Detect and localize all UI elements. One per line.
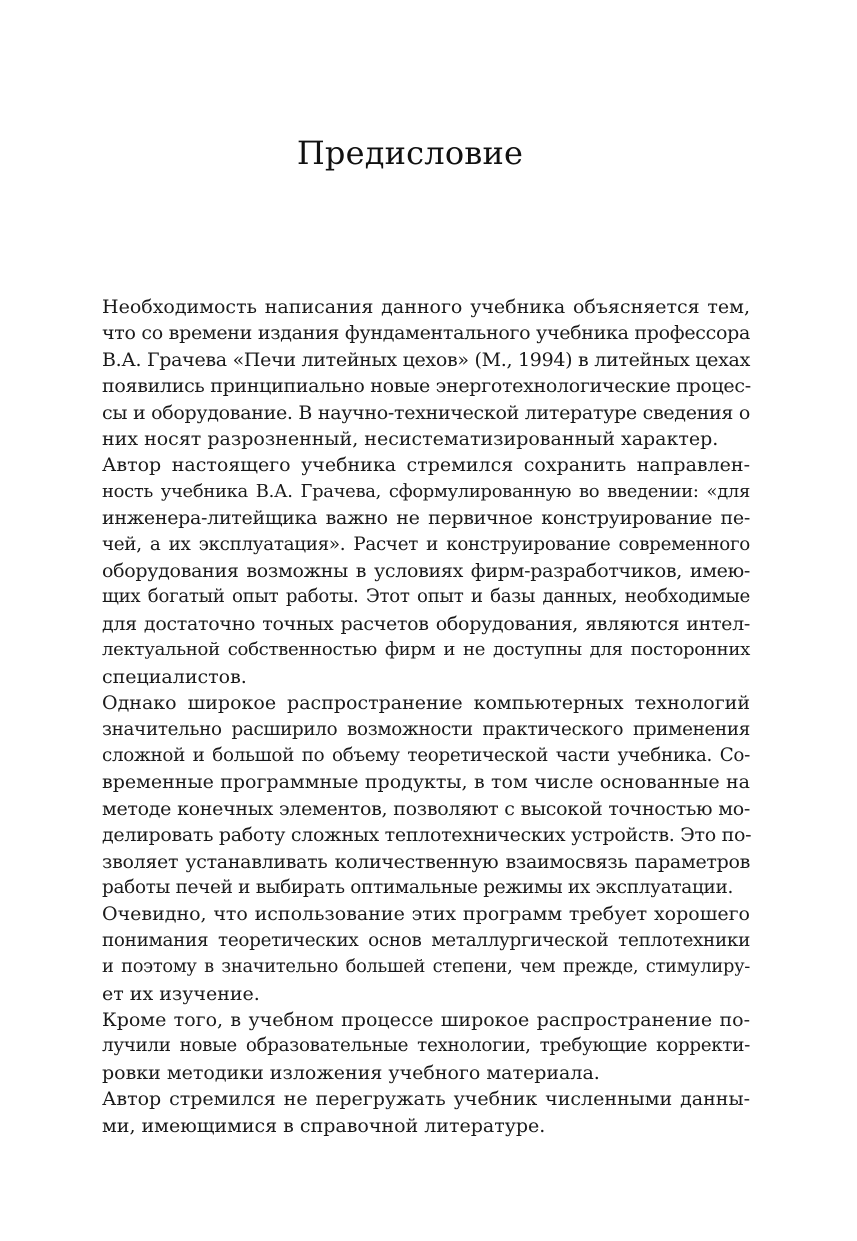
text-line: Кроме того, в учебном процессе широкое распространение по- bbox=[102, 1008, 750, 1031]
paragraph bbox=[72, 452, 750, 690]
preface-body bbox=[72, 294, 750, 1139]
text-line: ровки методики изложения учебного материала. bbox=[102, 1061, 600, 1084]
paragraph bbox=[72, 294, 750, 452]
text-line: Автор настоящего учебника стремился сохранить направлен- bbox=[102, 454, 750, 477]
text-line: что со времени издания фундаментального учебника профессора bbox=[102, 322, 750, 345]
text-line: лектуальной собственностью фирм и не доступны для посторонних bbox=[102, 639, 750, 661]
text-line: специалистов. bbox=[102, 665, 247, 688]
text-line: них носят разрозненный, несистематизированный характер. bbox=[102, 428, 719, 451]
text-line: и поэтому в значительно большей степени, чем прежде, стимулиру- bbox=[102, 956, 750, 978]
text-line: В.А. Грачева «Печи литейных цехов» (М., 1994) в литейных цехах bbox=[102, 348, 750, 371]
paragraph bbox=[72, 901, 750, 1007]
text-line: для достаточно точных расчетов оборудования, являются интел- bbox=[102, 612, 750, 635]
text-line: понимания теоретических основ металлургической теплотехники bbox=[102, 929, 750, 951]
text-line: появились принципиально новые энерготехнологические процес- bbox=[102, 375, 751, 398]
paragraph bbox=[72, 1086, 750, 1139]
text-line: чей, а их эксплуатация». Расчет и конструирование современного bbox=[102, 533, 750, 555]
text-line: зволяет устанавливать количественную взаимосвязь параметров bbox=[102, 850, 750, 873]
text-line: лучили новые образовательные технологии, требующие корректи- bbox=[102, 1035, 750, 1057]
text-line: значительно расширило возможности практического применения bbox=[102, 718, 750, 740]
text-line: методе конечных элементов, позволяют с высокой точностью мо- bbox=[102, 797, 750, 820]
text-line: работы печей и выбирать оптимальные режимы их эксплуатации. bbox=[102, 876, 734, 898]
text-line: щих богатый опыт работы. Этот опыт и базы данных, необходимые bbox=[102, 586, 750, 608]
text-line: ность учебника В.А. Грачева, сформулированную во введении: «для bbox=[102, 480, 750, 502]
text-line: Однако широкое распространение компьютерных технологий bbox=[102, 692, 750, 715]
paragraph bbox=[72, 1007, 750, 1086]
page-title: Предисловие bbox=[296, 134, 524, 172]
text-line: сложной и большой по объему теоретической части учебника. Со- bbox=[102, 744, 750, 766]
text-line: ет их изучение. bbox=[102, 982, 260, 1005]
text-line: ми, имеющимися в справочной литературе. bbox=[102, 1114, 546, 1137]
text-line: делировать работу сложных теплотехнических устройств. Это по- bbox=[102, 824, 752, 847]
text-line: временные программные продукты, в том числе основанные на bbox=[102, 771, 750, 794]
text-line: Очевидно, что использование этих программ требует хорошего bbox=[102, 903, 750, 926]
paragraph bbox=[72, 690, 750, 901]
text-line: Автор стремился не перегружать учебник численными данны- bbox=[102, 1088, 750, 1111]
text-line: оборудования возможны в условиях фирм-разработчиков, имею- bbox=[102, 560, 750, 583]
text-line: сы и оборудование. В научно-технической литературе сведения о bbox=[102, 401, 750, 424]
text-line: инженера-литейщика важно не первичное конструирование пе- bbox=[102, 507, 750, 530]
text-line: Необходимость написания данного учебника объясняется тем, bbox=[102, 296, 750, 318]
